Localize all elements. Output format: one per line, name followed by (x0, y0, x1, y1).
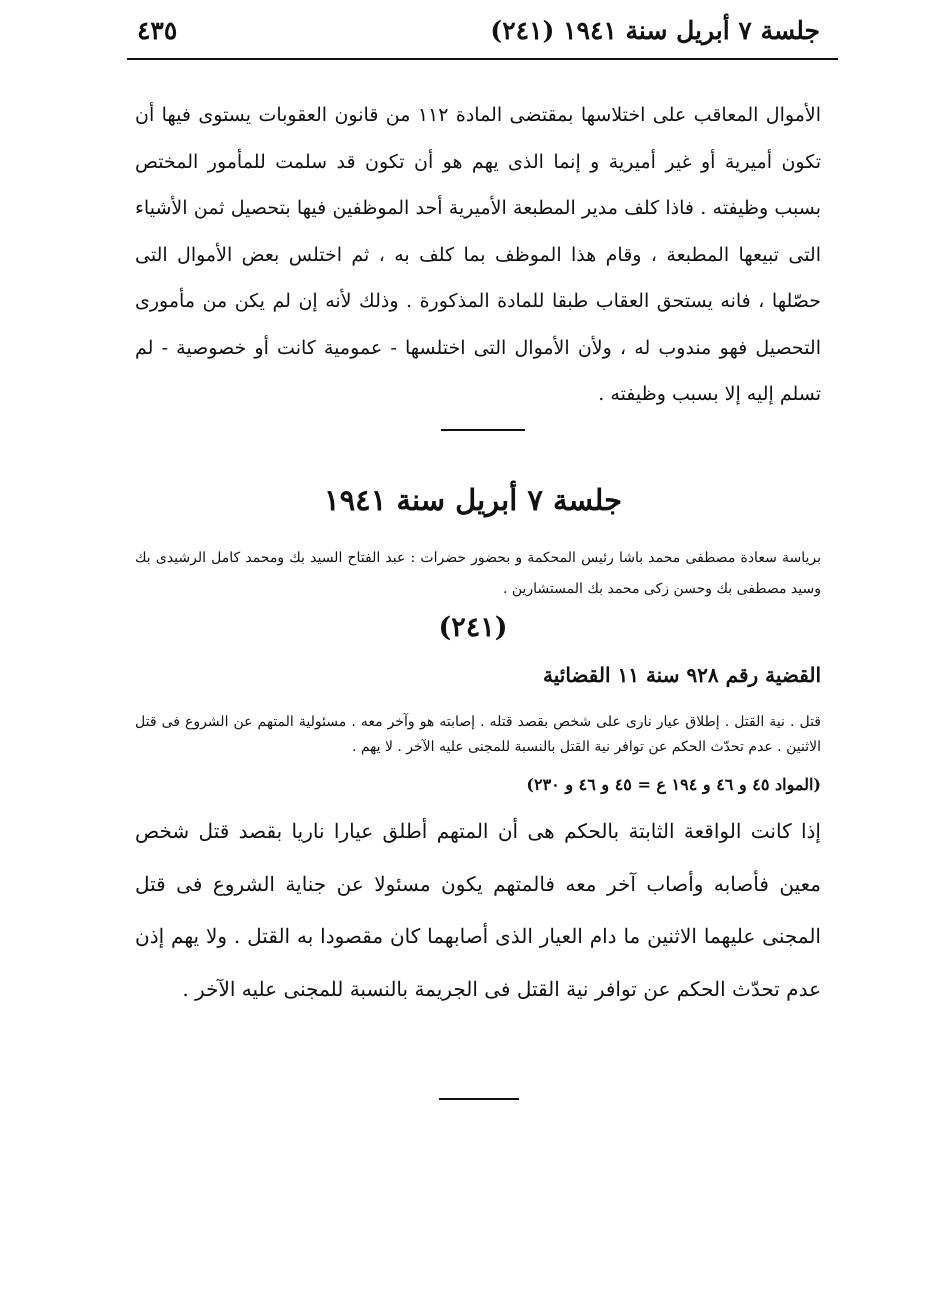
cited-articles-text: (المواد ٤٥ و ٤٦ و ١٩٤ ع = ٤٥ و ٤٦ و ٢٣٠) (526, 775, 821, 794)
case-number: (٢٤١) (438, 612, 508, 643)
previous-case-text: الأموال المعاقب على اختلاسها بمقتضى المادة ١١٢ من قانون العقوبات يستوى فيها أن تكون أميرية أو غير أميرية و إنما الذى يهم هو أن تكون قد سلمت للمأمور المختص بسبب وظيفته . فاذا كلف مدير المطبعة الأميرية أحد الموظفين فيها بتحصيل ثمن الأشياء التى تبيعها المطبعة ، وقام هذا الموظف بما كلف به ، ثم اختلس بعض الأموال التى حصّلها ، فانه يستحق العقاب طبقا للمادة المذكورة . وذلك لأنه إن لم يكن من مأمورى التحصيل فهو مندوب له ، ولأن الأموال التى اختلسها - عمومية كانت أو خصوصية - لم تسلم إليه إلا بسبب وظيفته . (135, 104, 822, 405)
cited-articles (135, 773, 821, 797)
section-divider (441, 429, 525, 431)
court-composition-text: برياسة سعادة مصطفى محمد باشا رئيس المحكمة و بحضور حضرات : عبد الفتاح السيد بك ومحمد كامل الرشيدى بك وسيد مصطفى بك وحسن زكى محمد بك المستشارين . (135, 550, 821, 597)
session-title: جلسة ٧ أبريل سنة ١٩٤١ (324, 483, 622, 517)
legal-principle-text: إذا كانت الواقعة الثابتة بالحكم هى أن المتهم أطلق عيارا ناريا بقصد قتل شخص معين فأصابه وأصاب آخر معه فالمتهم يكون مسئولا عن جناية الشروع فى قتل المجنى عليهما الاثنين ما دام العيار الذى أصابهما كان مقصودا به القتل . ولا يهم إذن عدم تحدّث الحكم عن توافر نية القتل فى الجريمة بالنسبة للمجنى عليه الآخر . (135, 819, 821, 1001)
previous-case-paragraph (135, 92, 821, 418)
case-reference (135, 660, 821, 690)
running-title: جلسة ٧ أبريل سنة ١٩٤١ (٢٤١) (490, 16, 820, 45)
page-header (127, 8, 838, 54)
case-keywords (135, 710, 821, 760)
case-keywords-text: قتل . نية القتل . إطلاق عيار نارى على شخص بقصد قتله . إصابته هو وآخر معه . مسئولية المتهم عن الشروع فى قتل الاثنين . عدم تحدّث الحكم عن توافر نية القتل بالنسبة للمجنى عليه الآخر . لا يهم . (135, 714, 821, 755)
court-composition (135, 543, 821, 605)
page-number: ٤٣٥ (137, 16, 178, 45)
header-rule (127, 58, 838, 60)
end-divider (439, 1098, 519, 1100)
legal-principle (135, 805, 821, 1015)
case-reference-text: القضية رقم ٩٢٨ سنة ١١ القضائية (543, 663, 821, 687)
